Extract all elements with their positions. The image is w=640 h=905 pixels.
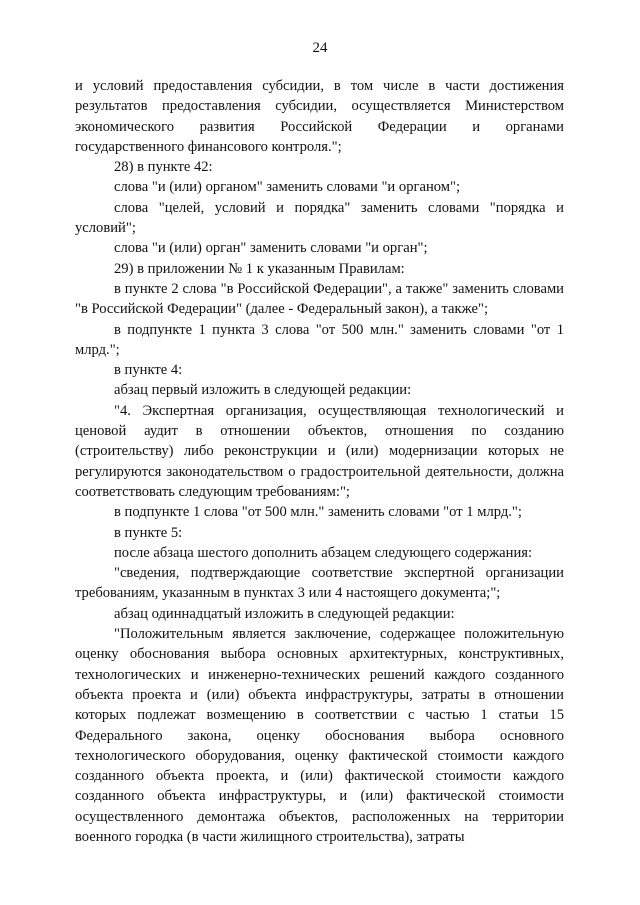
paragraph: слова "целей, условий и порядка" заменить словами "порядка и условий"; [75,199,564,237]
paragraph: абзац первый изложить в следующей редакции: [114,382,412,399]
paragraph: после абзаца шестого дополнить абзацем следующего содержания: [114,544,533,561]
paragraph: слова "и (или) орган" заменить словами "и орган"; [114,240,428,257]
paragraph-quoted: "4. Экспертная организация, осуществляющая технологический и ценовой аудит в отношении объектов, отношения по созданию (строительству) либо реконструкции и (или) модернизации которых не регулируются законодательством о градостроительной деятельности, должна соответствовать следующим требованиям:"; [75,402,564,500]
paragraph-quoted: "Положительным является заключение, содержащее положительную оценку обоснования выбора основных архитектурных, конструктивных, технологических и инженерно-технических решений каждого созданного объекта проекта и (или) объекта инфраструктуры, затраты в отношении которых подлежат возмещению в соответствии с частью 1 статьи 15 Федерального закона, оценку обоснования выбора основного технологического оборудования, оценку фактической стоимости каждого созданного объекта проекта, и (или) фактической стоимости каждого созданного объекта инфраструктуры, и (или) фактической стоимости осуществленного демонтажа объектов, расположенных на территории военного городка (в части жилищного строительства), затраты [75,626,564,845]
paragraph-item-28: 28) в пункте 42: [114,159,213,176]
paragraph: в пункте 4: [114,362,183,379]
document-body [75,76,564,847]
page-number: 24 [312,40,328,56]
paragraph: слова "и (или) органом" заменить словами "и органом"; [114,179,461,196]
paragraph-continuation: и условий предоставления субсидии, в том числе в части достижения результатов предоставления субсидии, осуществляется Министерством экономического развития Российской Федерации и органами государственного финансового контроля."; [75,78,564,155]
paragraph: в пункте 2 слова "в Российской Федерации", а также" заменить словами "в Российской Федерации" (далее - Федеральный закон), а также"; [75,280,564,318]
paragraph: в пункте 5: [114,524,183,541]
paragraph-item-29: 29) в приложении № 1 к указанным Правилам: [114,260,405,277]
paragraph: абзац одиннадцатый изложить в следующей редакции: [114,605,455,622]
paragraph: в подпункте 1 пункта 3 слова "от 500 млн." заменить словами "от 1 млрд."; [75,321,564,358]
paragraph-quoted: "сведения, подтверждающие соответствие экспертной организации требованиям, указанным в пунктах 3 или 4 настоящего документа;"; [75,565,564,602]
paragraph: в подпункте 1 слова "от 500 млн." заменить словами "от 1 млрд."; [114,504,522,521]
